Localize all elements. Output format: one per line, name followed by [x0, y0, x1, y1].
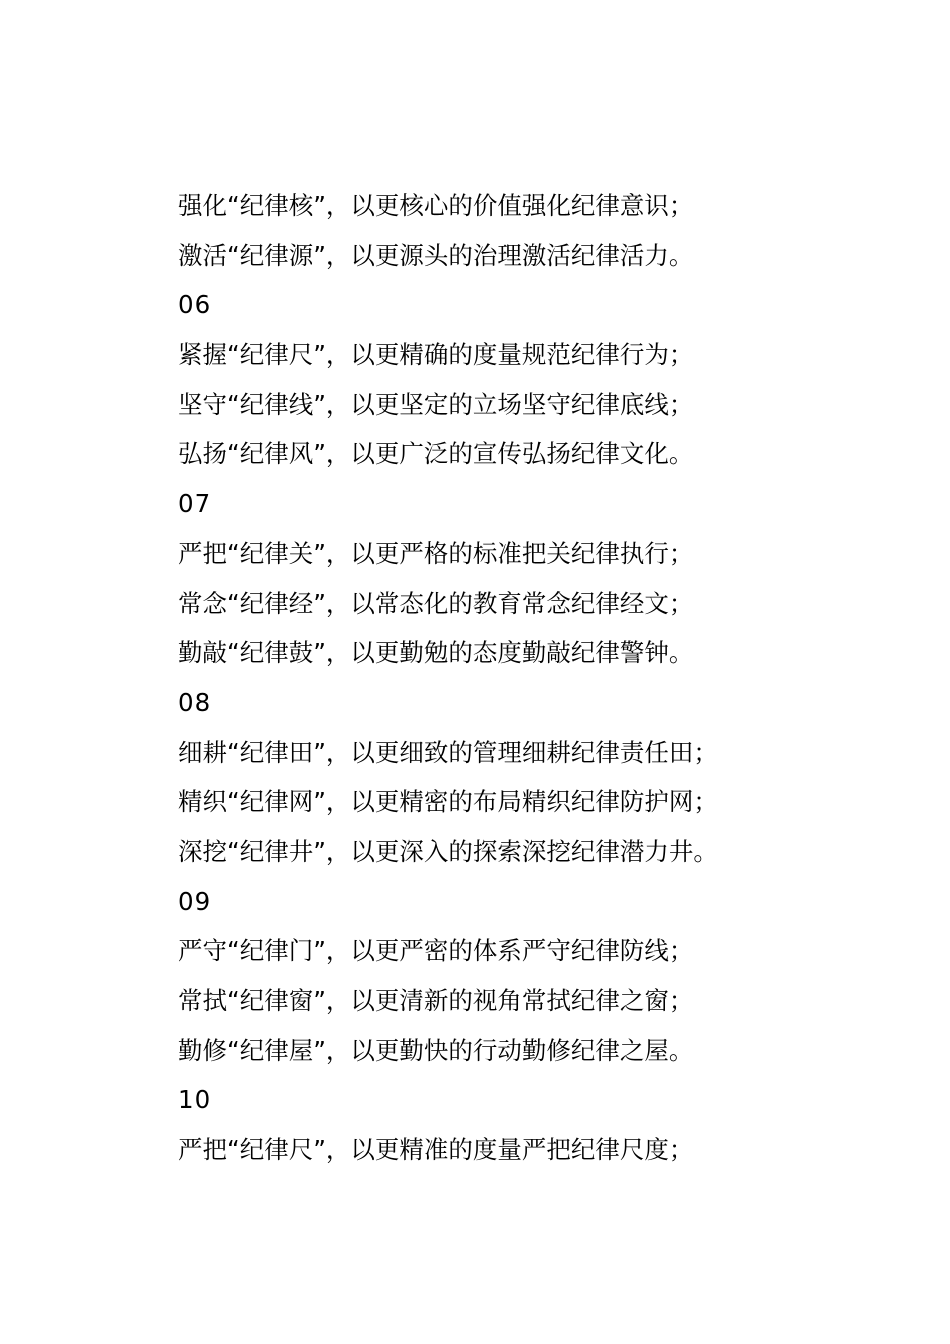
text-line: 勤敲“纪律鼓”，以更勤勉的态度勤敲纪律警钟。	[178, 638, 694, 668]
text-line: 严把“纪律尺”，以更精准的度量严把纪律尺度；	[178, 1135, 694, 1165]
text-line: 常拭“纪律窗”，以更清新的视角常拭纪律之窗；	[178, 986, 694, 1015]
text-line: 深挖“纪律井”，以更深入的探索深挖纪律潜力井。	[178, 836, 718, 866]
document-body	[178, 181, 898, 1175]
section-number: 09	[178, 886, 212, 916]
text-line: 严守“纪律门”，以更严密的体系严守纪律防线；	[178, 936, 694, 966]
section-number: 06	[178, 290, 212, 320]
text-line: 激活“纪律源”，以更源头的治理激活纪律活力。	[178, 240, 694, 270]
text-line: 强化“纪律核”，以更核心的价值强化纪律意识；	[178, 191, 694, 220]
section-number: 10	[178, 1085, 212, 1115]
text-line: 坚守“纪律线”，以更坚定的立场坚守纪律底线；	[178, 389, 694, 419]
text-line: 紧握“纪律尺”，以更精确的度量规范纪律行为；	[178, 340, 694, 370]
text-line: 细耕“纪律田”，以更细致的管理细耕纪律责任田；	[178, 737, 718, 767]
text-line: 勤修“纪律屋”，以更勤快的行动勤修纪律之屋。	[178, 1035, 694, 1065]
text-line: 常念“纪律经”，以常态化的教育常念纪律经文；	[178, 588, 694, 618]
text-line: 严把“纪律关”，以更严格的标准把关纪律执行；	[178, 538, 694, 568]
section-number: 08	[178, 687, 212, 717]
text-line: 弘扬“纪律风”，以更广泛的宣传弘扬纪律文化。	[178, 439, 694, 469]
text-line: 精织“纪律网”，以更精密的布局精织纪律防护网；	[178, 787, 718, 817]
section-number: 07	[178, 489, 212, 519]
